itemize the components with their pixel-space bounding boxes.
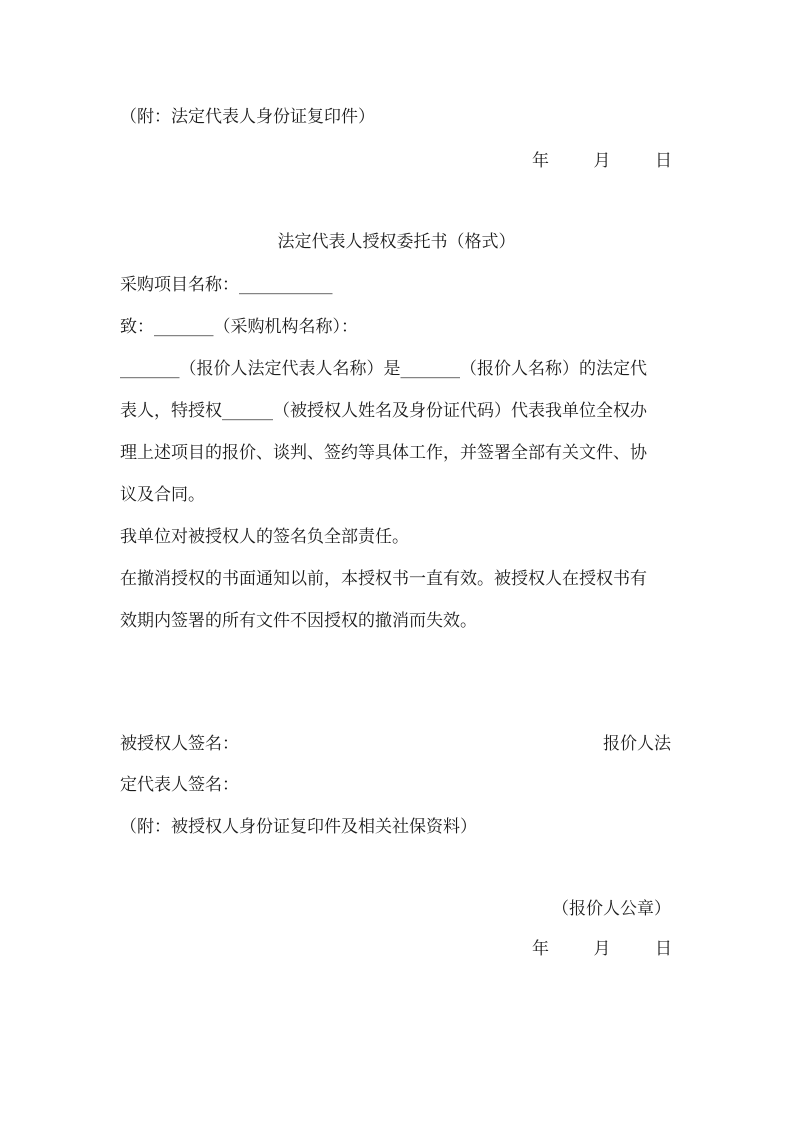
bottom-date-year: 年: [532, 939, 549, 959]
top-date-month: 月: [593, 151, 611, 171]
top-date-day: 日: [655, 151, 672, 171]
bottom-date-line: [532, 938, 672, 960]
validity-line: 在撤消授权的书面通知以前，本授权书一直有效。被授权人在授权书有: [120, 569, 647, 589]
top-date-year: 年: [532, 151, 549, 171]
body-line: 表人，特授权______（被授权人姓名及身份证代码）代表我单位全权办: [120, 401, 647, 421]
bottom-attachment-note: （附：被授权人身份证复印件及相关社保资料）: [120, 817, 477, 837]
bottom-date-day: 日: [655, 939, 672, 959]
body-line: 理上述项目的报价、谈判、签约等具体工作，并签署全部有关文件、协: [120, 443, 647, 463]
bidder-legal-signature-label-part1: 报价人法: [603, 734, 671, 754]
body-line: 议及合同。: [120, 485, 205, 505]
top-date-line: [532, 150, 672, 172]
top-attachment-note: （附：法定代表人身份证复印件）: [120, 107, 375, 127]
body-line: _______（报价人法定代表人名称）是_______（报价人名称）的法定代: [120, 359, 647, 379]
authorized-signature-label: 被授权人签名：: [120, 734, 239, 754]
validity-line: 效期内签署的所有文件不因授权的撤消而失效。: [120, 611, 477, 631]
bidder-seal-label: （报价人公章）: [552, 899, 671, 919]
bottom-date-month: 月: [593, 939, 611, 959]
form-title: 法定代表人授权委托书（格式）: [277, 232, 516, 252]
responsibility-statement: 我单位对被授权人的签名负全部责任。: [120, 527, 409, 547]
bidder-legal-signature-label-part2: 定代表人签名：: [120, 775, 239, 795]
addressee-line: 致：_______（采购机构名称）：: [120, 317, 358, 337]
project-name-line: 采购项目名称：___________: [120, 275, 333, 295]
